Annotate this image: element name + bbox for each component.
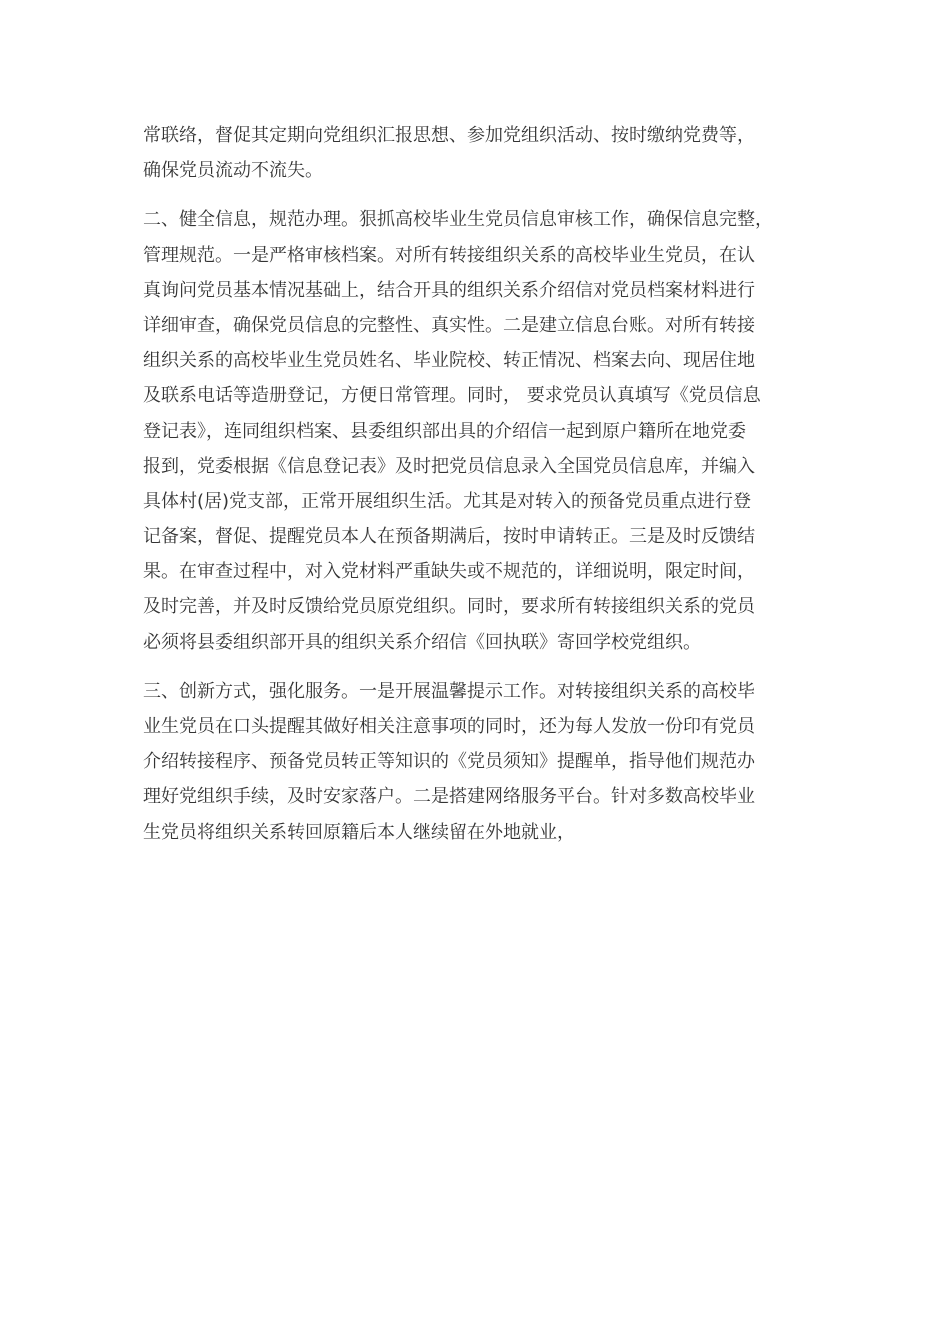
text-line: 果。在审查过程中，对入党材料严重缺失或不规范的，详细说明，限定时间， bbox=[143, 561, 755, 583]
text-line: 介绍转接程序、预备党员转正等知识的《党员须知》提醒单，指导他们规范办 bbox=[143, 751, 755, 773]
text-line: 必须将县委组织部开具的组织关系介绍信《回执联》寄回学校党组织。 bbox=[143, 631, 701, 653]
text-line: 常联络，督促其定期向党组织汇报思想、参加党组织活动、按时缴纳党费等， bbox=[143, 125, 755, 146]
text-line: 组织关系的高校毕业生党员姓名、毕业院校、转正情况、档案去向、现居住地 bbox=[143, 350, 755, 372]
paragraph-1 bbox=[143, 118, 810, 188]
text-line: 真询问党员基本情况基础上，结合开具的组织关系介绍信对党员档案材料进行 bbox=[143, 279, 755, 301]
text-line: 详细审查，确保党员信息的完整性、真实性。二是建立信息台账。对所有转接 bbox=[143, 314, 755, 336]
text-line: 二、健全信息，规范办理。狠抓高校毕业生党员信息审核工作，确保信息完整， bbox=[143, 209, 773, 231]
text-line: 生党员将组织关系转回原籍后本人继续留在外地就业， bbox=[143, 821, 575, 843]
text-line: 及联系电话等造册登记，方便日常管理。同时， 要求党员认真填写《党员信息 bbox=[143, 385, 761, 407]
text-line: 报到，党委根据《信息登记表》及时把党员信息录入全国党员信息库，并编入 bbox=[143, 455, 755, 477]
text-line: 具体村(居)党支部，正常开展组织生活。尤其是对转入的预备党员重点进行登 bbox=[143, 490, 752, 512]
text-line: 确保党员流动不流失。 bbox=[143, 160, 323, 182]
text-line: 三、创新方式，强化服务。一是开展温馨提示工作。对转接组织关系的高校毕 bbox=[143, 680, 755, 702]
text-line: 理好党组织手续，及时安家落户。二是搭建网络服务平台。针对多数高校毕业 bbox=[143, 786, 755, 808]
text-line: 及时完善，并及时反馈给党员原党组织。同时，要求所有转接组织关系的党员 bbox=[143, 596, 755, 618]
paragraph-2 bbox=[143, 202, 810, 659]
paragraph-3 bbox=[143, 674, 810, 850]
text-line: 登记表》，连同组织档案、县委组织部出具的介绍信一起到原户籍所在地党委 bbox=[143, 420, 746, 442]
text-line: 管理规范。一是严格审核档案。对所有转接组织关系的高校毕业生党员，在认 bbox=[143, 244, 755, 266]
document-body bbox=[143, 118, 810, 864]
text-line: 业生党员在口头提醒其做好相关注意事项的同时，还为每人发放一份印有党员 bbox=[143, 716, 755, 737]
text-line: 记备案，督促、提醒党员本人在预备期满后，按时申请转正。三是及时反馈结 bbox=[143, 526, 755, 548]
